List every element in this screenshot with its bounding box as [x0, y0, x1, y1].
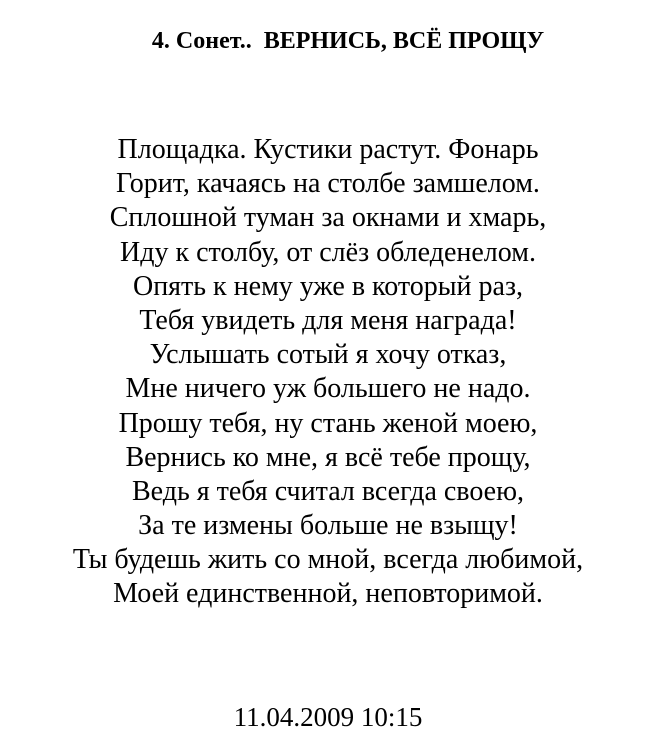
poem-line: Тебя увидеть для меня награда! [139, 304, 517, 336]
poem-line: Ведь я тебя считал всегда своею, [131, 475, 525, 507]
poem-line: Прошу тебя, ну стань женой моею, [118, 407, 538, 439]
poem-line: Вернись ко мне, я всё тебе прощу, [125, 441, 531, 473]
poem-line: За те измены больше не взыщу! [138, 510, 518, 542]
poem-number: 4. Сонет.. [151, 28, 252, 54]
poem-line: Иду к столбу, от слёз обледенелом. [120, 236, 536, 268]
poem-date: 11.04.2009 10:15 [233, 702, 423, 732]
poem-body [0, 133, 656, 612]
poem-line: Мне ничего уж большего не надо. [125, 373, 531, 405]
poem-line: Ты будешь жить со мной, всегда любимой, [72, 544, 584, 576]
poem-line: Площадка. Кустики растут. Фонарь [117, 134, 539, 165]
poem-title [0, 26, 656, 56]
poem-line: Горит, качаясь на столбе замшелом. [116, 168, 540, 200]
poem-heading: ВЕРНИСЬ, ВСЁ ПРОЩУ [263, 28, 545, 54]
poem-line: Услышать сотый я хочу отказ, [149, 339, 507, 371]
poem-line: Опять к нему уже в который раз, [132, 270, 524, 302]
poem-line: Сплошной туман за окнами и хмарь, [109, 202, 547, 234]
poem-line: Моей единственной, неповторимой. [113, 578, 543, 610]
